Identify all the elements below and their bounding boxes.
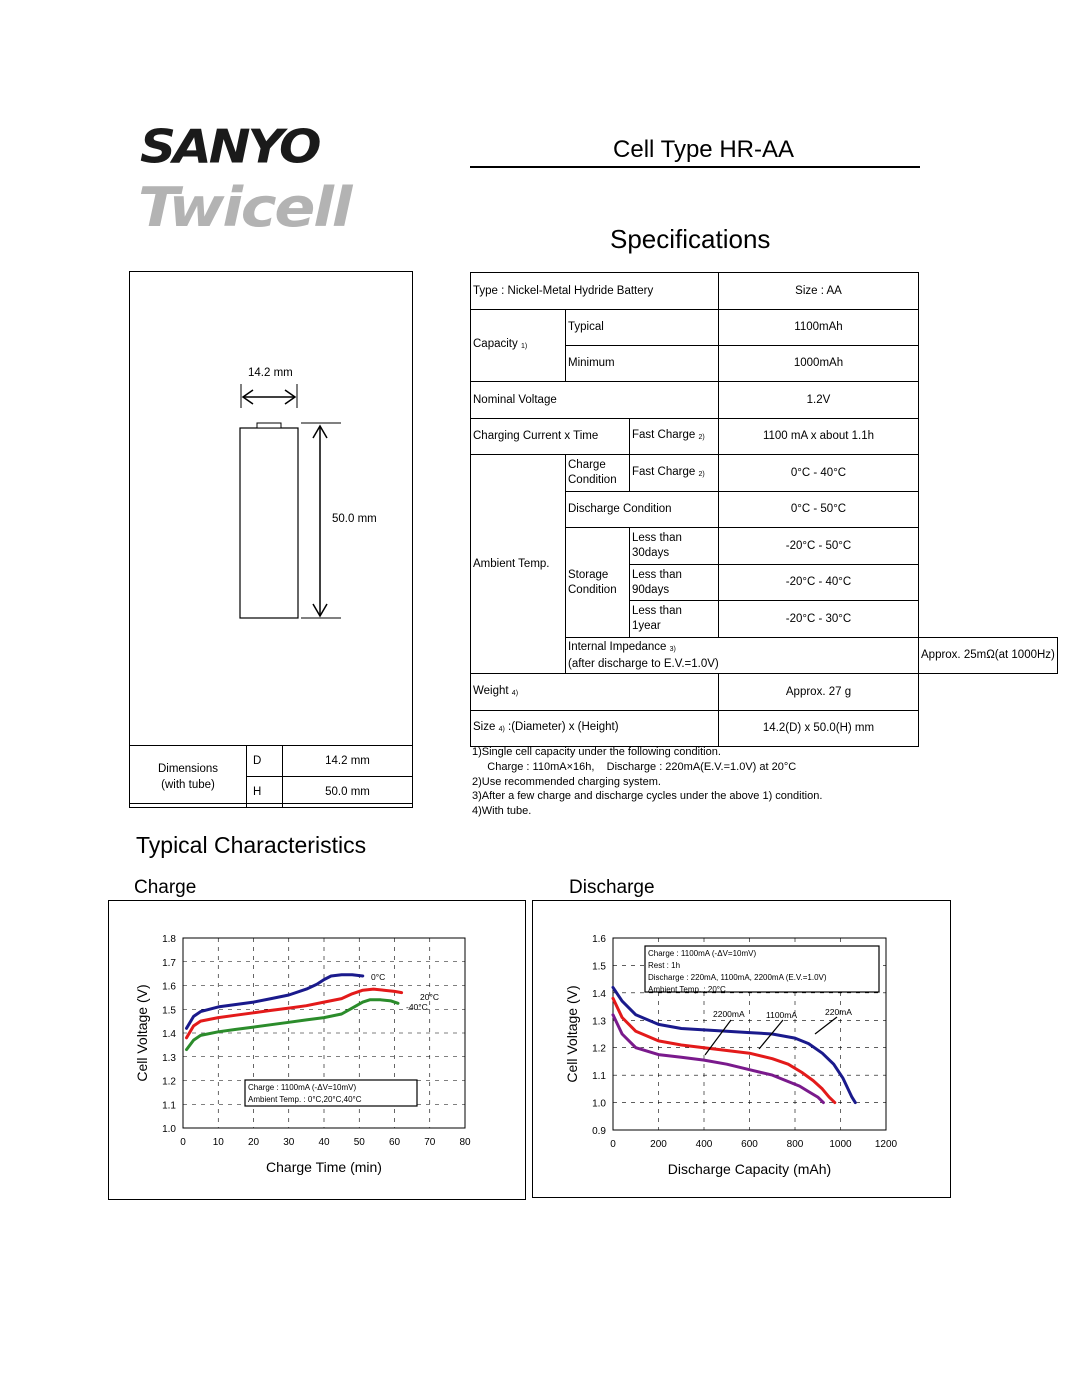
legend-text: Ambient Temp. : 20°C bbox=[648, 985, 726, 994]
series-label: 0°C bbox=[371, 972, 386, 982]
footnote: Charge : 110mA×16h, Discharge : 220mA(E.V.=1.0V) at 20°C bbox=[472, 760, 797, 773]
y-axis-label: Cell Voltage (V) bbox=[134, 984, 150, 1082]
footnote: 2)Use recommended charging system. bbox=[472, 775, 661, 788]
x-tick-label: 0 bbox=[610, 1139, 616, 1150]
typical-label: Typical bbox=[566, 310, 719, 346]
series-label: 1100mA bbox=[766, 1010, 798, 1020]
x-tick-label: 200 bbox=[650, 1139, 667, 1150]
lt1y-value: -20°C - 30°C bbox=[719, 601, 919, 638]
title-rule bbox=[470, 166, 920, 168]
series-label: -40°C bbox=[406, 1002, 428, 1012]
y-tick-label: 1.5 bbox=[592, 961, 606, 973]
h-value: 50.0 mm bbox=[283, 777, 413, 808]
size-value: 14.2(D) x 50.0(H) mm bbox=[719, 711, 919, 747]
discharge-chart bbox=[533, 901, 950, 1197]
d-value: 14.2 mm bbox=[283, 746, 413, 777]
battery-outline bbox=[240, 428, 298, 618]
y-tick-label: 1.6 bbox=[592, 934, 606, 945]
charge-chart bbox=[109, 901, 525, 1199]
width-label: 14.2 mm bbox=[248, 367, 293, 379]
charge-chart-box bbox=[108, 900, 526, 1200]
lt1y-label: Less than 1year bbox=[630, 601, 719, 638]
x-tick-label: 70 bbox=[424, 1137, 436, 1148]
impedance-label: Internal Impedance $_{3)}$ (after discharge to E.V.=1.0V) bbox=[566, 638, 919, 674]
minimum-label: Minimum bbox=[566, 346, 719, 382]
discharge-section-title: Discharge bbox=[569, 877, 655, 898]
charge-section-title: Charge bbox=[134, 877, 197, 898]
series-label: 220mA bbox=[825, 1007, 852, 1017]
lt90-label: Less than 90days bbox=[630, 565, 719, 601]
h-key: H bbox=[247, 777, 283, 808]
legend-text: Rest : 1h bbox=[648, 961, 681, 970]
y-tick-label: 1.8 bbox=[162, 934, 176, 945]
twicell-logo: Twicell bbox=[138, 176, 351, 239]
discharge-condition-value: 0°C - 50°C bbox=[719, 492, 919, 528]
battery-dimension-drawing bbox=[129, 271, 413, 746]
dimension-table bbox=[129, 745, 413, 808]
y-tick-label: 1.5 bbox=[162, 1005, 176, 1017]
y-tick-label: 1.2 bbox=[162, 1076, 176, 1088]
x-tick-label: 0 bbox=[180, 1137, 186, 1148]
charge-condition-fast-label: Fast Charge $_{2)}$ bbox=[630, 455, 719, 492]
x-axis-label: Discharge Capacity (mAh) bbox=[667, 1161, 832, 1177]
charging-value: 1100 mA x about 1.1h bbox=[719, 419, 919, 455]
x-tick-label: 1000 bbox=[829, 1139, 852, 1150]
series-label: 20°C bbox=[420, 992, 439, 1002]
series-label: 2200mA bbox=[713, 1009, 745, 1019]
typical-characteristics-title: Typical Characteristics bbox=[136, 832, 367, 858]
fast-charge-label: Fast Charge $_{2)}$ bbox=[630, 419, 719, 455]
charge-condition-value: 0°C - 40°C bbox=[719, 455, 919, 492]
legend-text: Discharge : 220mA, 1100mA, 2200mA (E.V.=1.0V) bbox=[648, 973, 827, 982]
y-tick-label: 1.2 bbox=[592, 1043, 606, 1055]
discharge-chart-box bbox=[532, 900, 951, 1198]
cell-type-title: Cell Type HR-AA bbox=[613, 136, 794, 163]
d-key: D bbox=[247, 746, 283, 777]
sanyo-logo: SANYO bbox=[140, 120, 319, 174]
legend-text: Charge : 1100mA (-ΔV=10mV) bbox=[648, 949, 757, 958]
x-tick-label: 40 bbox=[318, 1137, 330, 1148]
dimensions-label: Dimensions (with tube) bbox=[130, 746, 247, 808]
x-tick-label: 10 bbox=[212, 1137, 224, 1148]
footnote: 1)Single cell capacity under the following condition. bbox=[472, 746, 721, 758]
discharge-condition-label: Discharge Condition bbox=[566, 492, 719, 528]
x-tick-label: 400 bbox=[695, 1139, 713, 1150]
impedance-value: Approx. 25mΩ(at 1000Hz) bbox=[919, 638, 1058, 674]
y-tick-label: 0.9 bbox=[592, 1126, 606, 1137]
x-tick-label: 50 bbox=[353, 1137, 365, 1148]
capacity-label: Capacity $_{1)}$ bbox=[471, 310, 566, 382]
x-tick-label: 80 bbox=[459, 1137, 471, 1148]
weight-value: Approx. 27 g bbox=[719, 674, 919, 711]
y-tick-label: 1.6 bbox=[162, 981, 176, 993]
typical-value: 1100mAh bbox=[719, 310, 919, 346]
nominal-voltage-value: 1.2V bbox=[719, 382, 919, 419]
x-tick-label: 20 bbox=[247, 1137, 260, 1148]
charging-label: Charging Current x Time bbox=[471, 419, 630, 455]
y-tick-label: 1.0 bbox=[592, 1098, 606, 1110]
lt30-value: -20°C - 50°C bbox=[719, 528, 919, 565]
spec-table bbox=[470, 272, 1058, 747]
x-tick-label: 30 bbox=[283, 1137, 295, 1148]
y-tick-label: 1.3 bbox=[592, 1016, 606, 1028]
x-tick-label: 600 bbox=[741, 1139, 758, 1150]
y-axis-label: Cell Voltage (V) bbox=[564, 985, 580, 1083]
legend-text: Ambient Temp. : 0°C,20°C,40°C bbox=[248, 1095, 362, 1104]
y-tick-label: 1.1 bbox=[592, 1071, 606, 1083]
x-tick-label: 60 bbox=[388, 1137, 401, 1148]
minimum-value: 1000mAh bbox=[719, 346, 919, 382]
height-label: 50.0 mm bbox=[332, 513, 377, 525]
size-label: Size $_{4)}$ :(Diameter) x (Height) bbox=[471, 711, 719, 747]
weight-label: Weight $_{4)}$ bbox=[471, 674, 719, 711]
y-tick-label: 1.0 bbox=[162, 1124, 176, 1135]
charge-condition-label: Charge Condition bbox=[566, 455, 630, 492]
lt30-label: Less than 30days bbox=[630, 528, 719, 565]
y-tick-label: 1.4 bbox=[592, 988, 606, 1000]
x-tick-label: 800 bbox=[786, 1139, 804, 1150]
specifications-title: Specifications bbox=[610, 224, 771, 254]
lt90-value: -20°C - 40°C bbox=[719, 565, 919, 601]
x-axis-label: Charge Time (min) bbox=[266, 1159, 382, 1175]
nominal-voltage-label: Nominal Voltage bbox=[471, 382, 719, 419]
type-cell: Type : Nickel-Metal Hydride Battery bbox=[471, 273, 719, 310]
y-tick-label: 1.1 bbox=[162, 1100, 176, 1112]
footnote: 3)After a few charge and discharge cycles under the above 1) condition. bbox=[472, 790, 823, 803]
ambient-temp-label: Ambient Temp. bbox=[471, 455, 566, 674]
x-tick-label: 1200 bbox=[874, 1139, 898, 1150]
legend-text: Charge : 1100mA (-ΔV=10mV) bbox=[248, 1083, 357, 1092]
y-tick-label: 1.3 bbox=[162, 1052, 176, 1064]
y-tick-label: 1.4 bbox=[162, 1029, 176, 1040]
footnotes bbox=[472, 745, 822, 819]
size-short-cell: Size : AA bbox=[719, 273, 919, 310]
storage-condition-label: Storage Condition bbox=[566, 528, 630, 638]
y-tick-label: 1.7 bbox=[162, 957, 176, 969]
footnote: 4)With tube. bbox=[472, 805, 532, 818]
